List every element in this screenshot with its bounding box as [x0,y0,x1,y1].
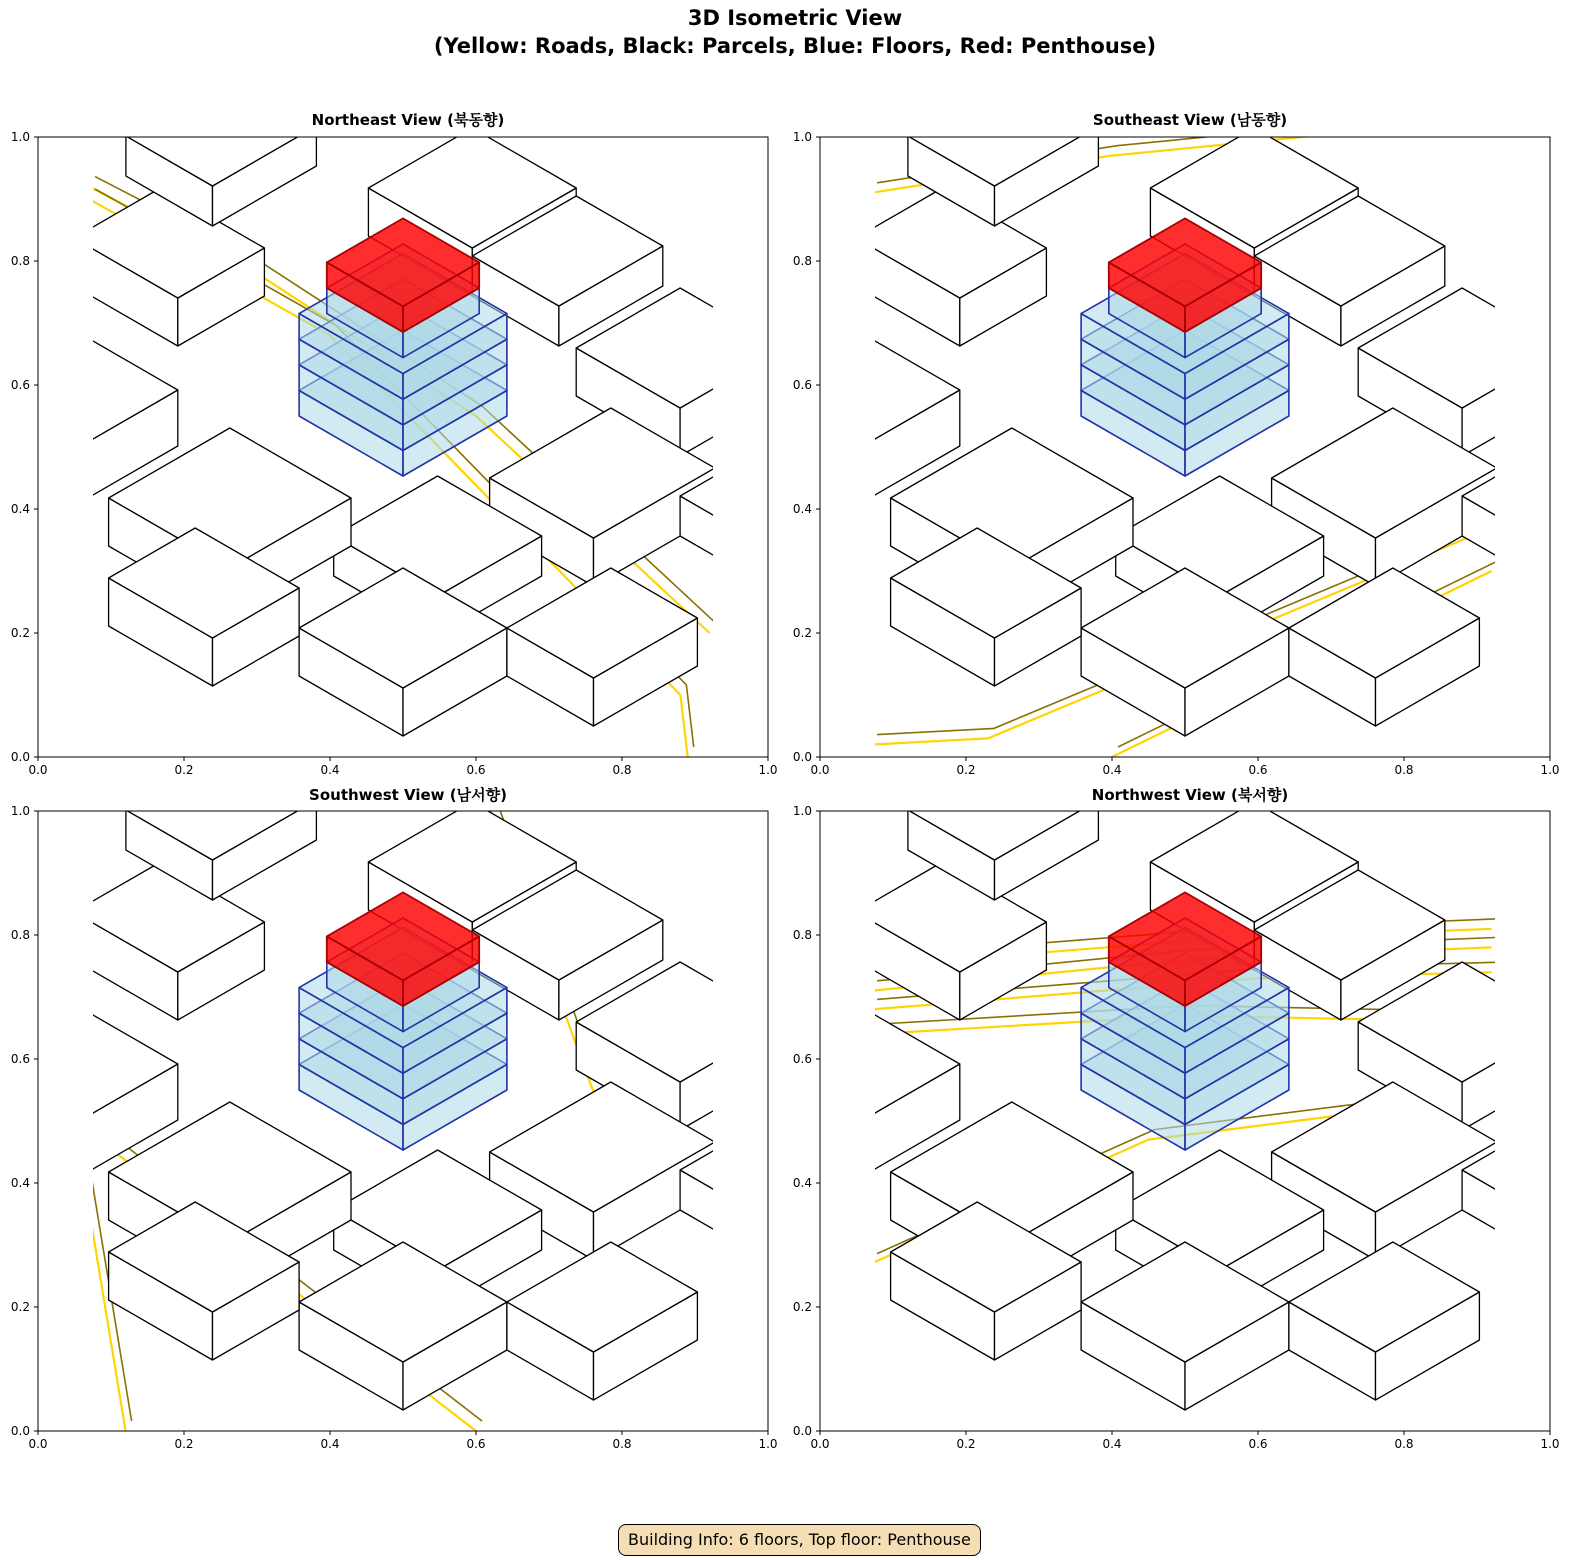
x-tick-label: 0.8 [1394,1437,1414,1451]
x-tick-label: 0.4 [1102,1437,1122,1451]
figure-title-line1: 3D Isometric View [687,6,903,30]
panel-title-southwest: Southwest View (남서향) [309,786,507,804]
y-tick-label: 0.4 [10,1176,30,1190]
y-tick-label: 0.6 [10,1052,30,1066]
y-tick-label: 0.8 [10,928,30,942]
x-tick-label: 1.0 [1540,1437,1560,1451]
y-tick-label: 0.4 [792,502,812,516]
x-tick-label: 0.6 [466,763,486,777]
y-tick-label: 1.0 [792,804,812,818]
y-tick-label: 0.2 [792,1300,812,1314]
y-tick-label: 1.0 [792,130,812,144]
y-tick-label: 1.0 [10,804,30,818]
x-tick-label: 0.2 [956,763,976,777]
y-tick-label: 0.4 [792,1176,812,1190]
panel-title-northwest: Northwest View (북서향) [1091,786,1289,804]
x-tick-label: 0.2 [174,763,194,777]
y-tick-label: 0.2 [10,1300,30,1314]
y-tick-label: 0.0 [792,1424,812,1438]
x-tick-label: 1.0 [758,763,778,777]
x-tick-label: 0.2 [174,1437,194,1451]
parcel-building [665,922,873,1090]
x-tick-label: 0.8 [612,763,632,777]
x-tick-label: 0.4 [320,763,340,777]
y-tick-label: 0.6 [792,378,812,392]
parcel-building [1289,1242,1480,1400]
y-tick-label: 0.2 [792,626,812,640]
y-tick-label: 0.0 [10,1424,30,1438]
panel-title-southeast: Southeast View (남동향) [1092,111,1288,129]
x-tick-label: 0.4 [320,1437,340,1451]
y-tick-label: 0.2 [10,626,30,640]
y-tick-label: 0.0 [792,750,812,764]
panel-title-northeast: Northeast View (북동향) [311,111,505,129]
x-tick-label: 0.4 [1102,763,1122,777]
x-tick-label: 1.0 [758,1437,778,1451]
x-tick-label: 1.0 [1540,763,1560,777]
y-tick-label: 0.8 [10,254,30,268]
x-tick-label: 0.6 [466,1437,486,1451]
x-tick-label: 0.8 [612,1437,632,1451]
x-tick-label: 0.0 [810,763,830,777]
y-tick-label: 1.0 [10,130,30,144]
x-tick-label: 0.8 [1394,763,1414,777]
x-tick-label: 0.0 [28,1437,48,1451]
x-tick-label: 0.0 [810,1437,830,1451]
y-tick-label: 0.8 [792,254,812,268]
x-tick-label: 0.6 [1248,1437,1268,1451]
building-info-box: Building Info: 6 floors, Top floor: Penthouse [618,1524,981,1556]
y-tick-label: 0.6 [10,378,30,392]
y-tick-label: 0.4 [10,502,30,516]
y-tick-label: 0.6 [792,1052,812,1066]
figure-title-line2: (Yellow: Roads, Black: Parcels, Blue: Floors, Red: Penthouse) [433,34,1157,58]
x-tick-label: 0.0 [28,763,48,777]
y-tick-label: 0.8 [792,928,812,942]
x-tick-label: 0.6 [1248,763,1268,777]
x-tick-label: 0.2 [956,1437,976,1451]
y-tick-label: 0.0 [10,750,30,764]
